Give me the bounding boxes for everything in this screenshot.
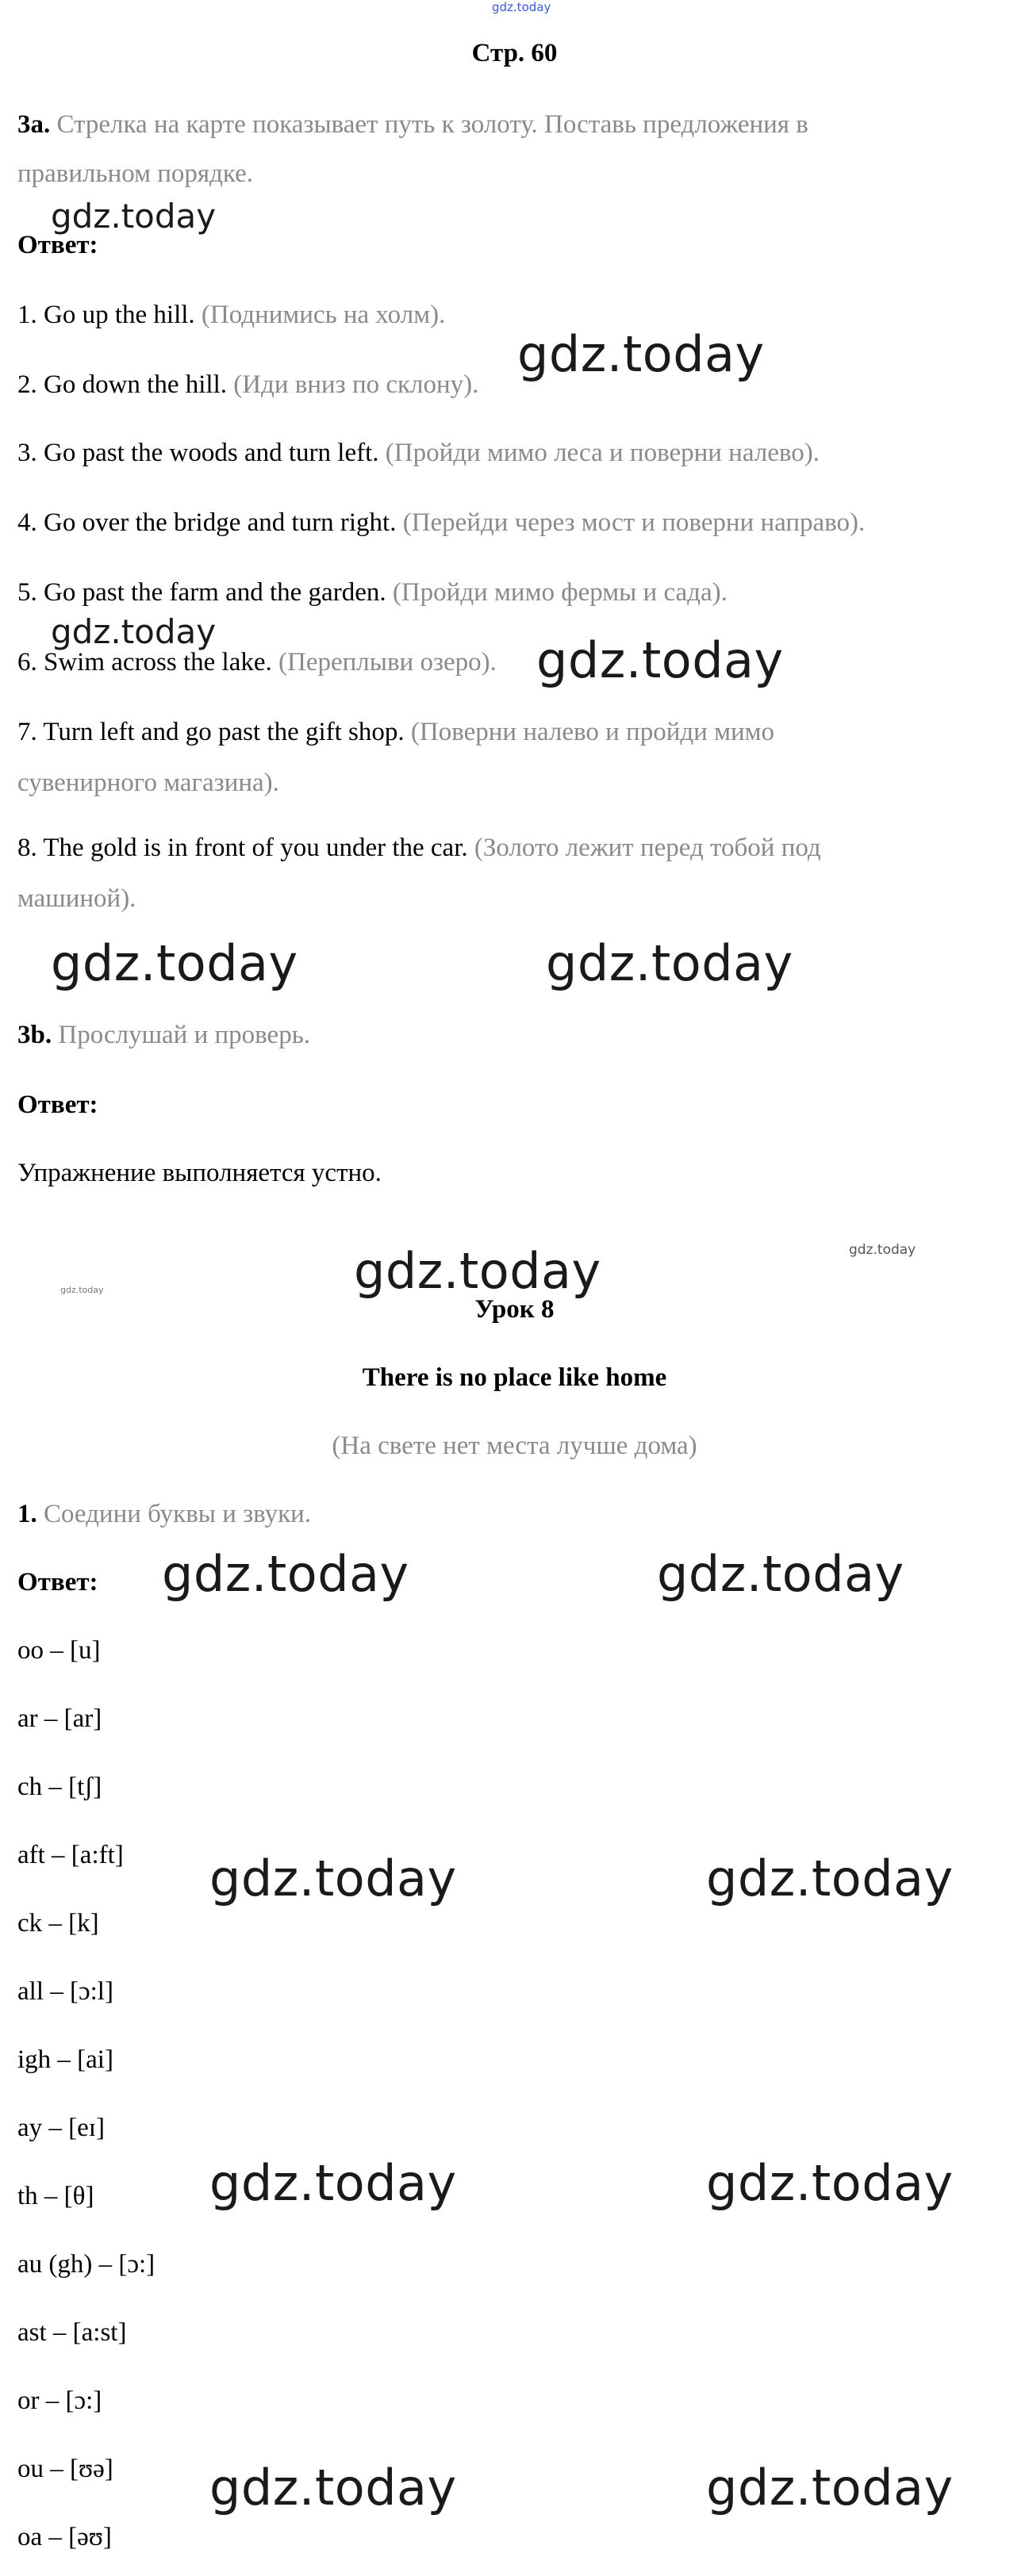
sentence-en: 7. Turn left and go past the gift shop.	[17, 718, 405, 746]
sentence-ru: (Пройди мимо леса и поверни налево).	[385, 439, 820, 467]
watermark: gdz.today	[706, 2154, 954, 2212]
sentence-ru: (Пройди мимо фермы и сада).	[392, 578, 728, 607]
watermark: gdz.today	[51, 934, 298, 992]
pair-item: igh – [ai]	[17, 2045, 113, 2074]
pair-item: oa – [əʊ]	[17, 2523, 112, 2551]
lesson-title: Урок 8	[474, 1295, 555, 1324]
watermark: gdz.today	[209, 2459, 457, 2517]
watermark: gdz.today	[536, 631, 784, 689]
sentence-2	[17, 370, 478, 401]
sentence-ru: (Иди вниз по склону).	[233, 370, 479, 399]
task-3a-number: 3a.	[17, 110, 51, 139]
watermark: gdz.today	[546, 934, 793, 992]
watermark: gdz.today	[657, 1545, 904, 1603]
pair-item: th – [θ]	[17, 2182, 94, 2210]
sentence-7	[17, 717, 774, 749]
sentence-en: 6. Swim across the lake.	[17, 648, 272, 677]
oral-note: Упражнение выполняется устно.	[17, 1159, 382, 1187]
sentence-4	[17, 508, 865, 539]
sentence-7-line2: сувенирного магазина).	[17, 769, 279, 797]
task-3b-text: Прослушай и проверь.	[58, 1021, 311, 1049]
sentence-en: 8. The gold is in front of you under the car.	[17, 834, 468, 862]
pair-item: ast – [a:st]	[17, 2318, 127, 2347]
sentence-en: 3. Go past the woods and turn left.	[17, 439, 379, 467]
watermark: gdz.today	[209, 2154, 457, 2212]
pair-item: ay – [eɪ]	[17, 2114, 105, 2142]
watermark: gdz.today	[51, 197, 217, 236]
watermark: gdz.today	[209, 1850, 457, 1907]
sentence-en: 5. Go past the farm and the garden.	[17, 578, 386, 607]
task-3a-prompt	[17, 109, 808, 141]
sentence-1	[17, 300, 445, 332]
sentence-6	[17, 647, 497, 679]
pair-item: all – [ɔ:l]	[17, 1977, 113, 2006]
task-3a-text: Стрелка на карте показывает путь к золоту. Поставь предложения в	[56, 110, 808, 139]
page-number: Стр. 60	[471, 39, 558, 67]
sentence-3	[17, 438, 820, 470]
sentence-8-line2: машиной).	[17, 884, 136, 913]
watermark: gdz.today	[51, 612, 217, 651]
sentence-en: 2. Go down the hill.	[17, 370, 227, 399]
answer-label: Ответ:	[17, 1091, 98, 1119]
sentence-ru: (Поверни налево и пройди мимо	[410, 718, 775, 746]
watermark: gdz.today	[162, 1545, 409, 1603]
sentence-ru: (Поднимись на холм).	[201, 301, 446, 329]
sentence-ru: (Перейди через мост и поверни направо).	[402, 508, 866, 537]
task-1-text: Соедини буквы и звуки.	[44, 1500, 312, 1528]
sentence-ru: (Переплыви озеро).	[278, 648, 497, 677]
task-3a-text-line2: правильном порядке.	[17, 159, 253, 188]
pair-item: au (gh) – [ɔ:]	[17, 2250, 156, 2279]
pair-item: ch – [tʃ]	[17, 1773, 102, 1801]
pair-item: ou – [ʊə]	[17, 2455, 113, 2483]
sentence-en: 1. Go up the hill.	[17, 301, 195, 329]
pair-item: aft – [a:ft]	[17, 1841, 124, 1869]
watermark: gdz.today	[849, 1242, 916, 1258]
task-3b-prompt	[17, 1020, 310, 1052]
sentence-8	[17, 833, 821, 864]
lesson-translation: (На свете нет места лучше дома)	[332, 1432, 697, 1460]
watermark: gdz.today	[517, 325, 765, 383]
pair-item: ck – [k]	[17, 1909, 99, 1938]
watermark: gdz.today	[60, 1285, 104, 1295]
top-watermark: gdz.today	[492, 0, 551, 14]
lesson-subtitle: There is no place like home	[362, 1363, 667, 1392]
answer-label: Ответ:	[17, 1568, 98, 1597]
task-1-number: 1.	[17, 1500, 37, 1528]
pair-item: oo – [u]	[17, 1636, 101, 1665]
watermark: gdz.today	[706, 2459, 954, 2517]
sentence-5	[17, 577, 728, 609]
watermark: gdz.today	[354, 1242, 601, 1300]
task-3b-number: 3b.	[17, 1021, 52, 1049]
answer-label: Ответ:	[17, 231, 98, 259]
task-1-prompt	[17, 1499, 311, 1531]
sentence-en: 4. Go over the bridge and turn right.	[17, 508, 397, 537]
watermark: gdz.today	[706, 1850, 954, 1907]
sentence-ru: (Золото лежит перед тобой под	[474, 834, 821, 862]
pair-item: or – [ɔ:]	[17, 2386, 102, 2415]
pair-item: ar – [ar]	[17, 1704, 102, 1733]
